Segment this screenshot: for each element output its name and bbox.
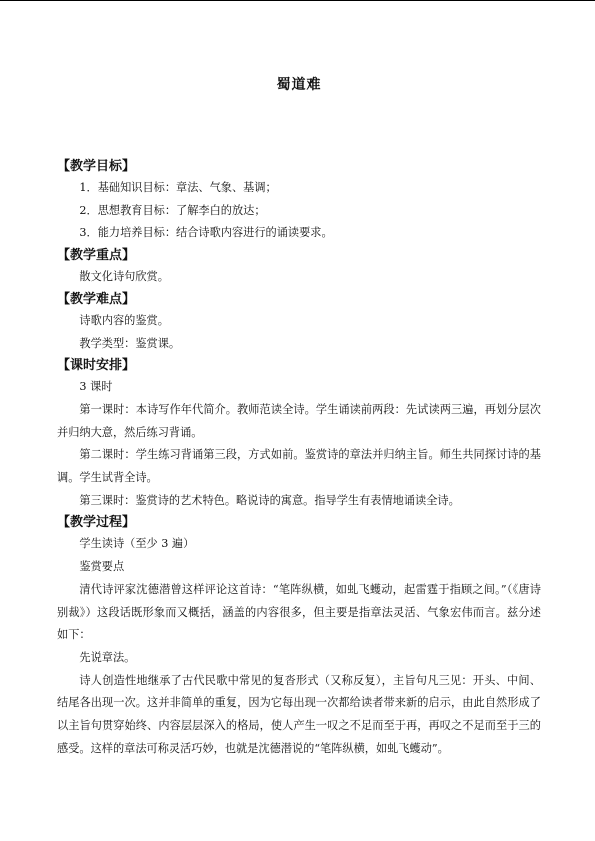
paragraph: 诗人创造性地继承了古代民歌中常见的复沓形式（又称反复），主旨句凡三见：开头、中间、结尾各出现一次。这并非简单的重复，因为它每出现一次都给读者带来新的启示，由此自然形成了以主旨句贯穿始终、内容层层深入的格局，使人产生一叹之不足而至于再，再叹之不足而至于三的感受。这样的章法可称灵活巧妙，也就是沈德潜说的“笔阵纵横，如虬飞蠖动”。 xyxy=(57,673,541,755)
section-teaching-process xyxy=(57,512,541,760)
paragraph: 第一课时：本诗写作年代简介。教师范读全诗。学生诵读前两段：先试读两三遍，再划分层次并归纳大意，然后练习背诵。 xyxy=(57,402,541,439)
paragraph: 教学类型：鉴赏课。 xyxy=(79,336,181,350)
paragraph: 诗歌内容的鉴赏。 xyxy=(79,313,169,327)
paragraph: 第二课时：学生练习背诵第三段，方式如前。鉴赏诗的章法并归纳主旨。师生共同探讨诗的基调。学生试背全诗。 xyxy=(57,448,541,485)
paragraph: 3．能力培养目标：结合诗歌内容进行的诵读要求。 xyxy=(79,226,333,240)
paragraph: 3 课时 xyxy=(79,380,113,394)
paragraph: 清代诗评家沈德潜曾这样评论这首诗：“笔阵纵横，如虬飞蠖动，起雷霆于指顾之间。”（《唐诗别裁》）这段话既形象而又概括，涵盖的内容很多，但主要是指章法灵活、气象宏伟而言。兹分述如下： xyxy=(57,582,541,642)
paragraph: 鉴赏要点 xyxy=(79,560,125,574)
paragraph: 2．思想教育目标：了解李白的放达； xyxy=(79,203,266,217)
document-content xyxy=(57,76,541,760)
paragraph: 学生读诗（至少 3 遍） xyxy=(79,537,195,551)
section-heading: 【教学目标】 xyxy=(57,159,136,174)
section-heading: 【课时安排】 xyxy=(57,358,136,374)
paragraph: 散文化诗句欣赏。 xyxy=(79,270,169,284)
paragraph: 1．基础知识目标：章法、气象、基调； xyxy=(79,181,277,194)
document-title: 蜀道难 xyxy=(276,77,322,93)
top-border-line xyxy=(0,0,595,1)
section-key-points xyxy=(57,245,541,289)
paragraph: 先说章法。 xyxy=(79,650,136,664)
section-heading: 【教学重点】 xyxy=(57,248,136,264)
paragraph: 第三课时：鉴赏诗的艺术特色。略说诗的寓意。指导学生有表情地诵读全诗。 xyxy=(79,493,460,507)
section-teaching-goals xyxy=(57,156,541,245)
section-schedule xyxy=(57,355,541,512)
section-heading: 【教学难点】 xyxy=(57,291,136,307)
section-difficult-points xyxy=(57,289,541,355)
section-heading: 【教学过程】 xyxy=(57,515,136,531)
